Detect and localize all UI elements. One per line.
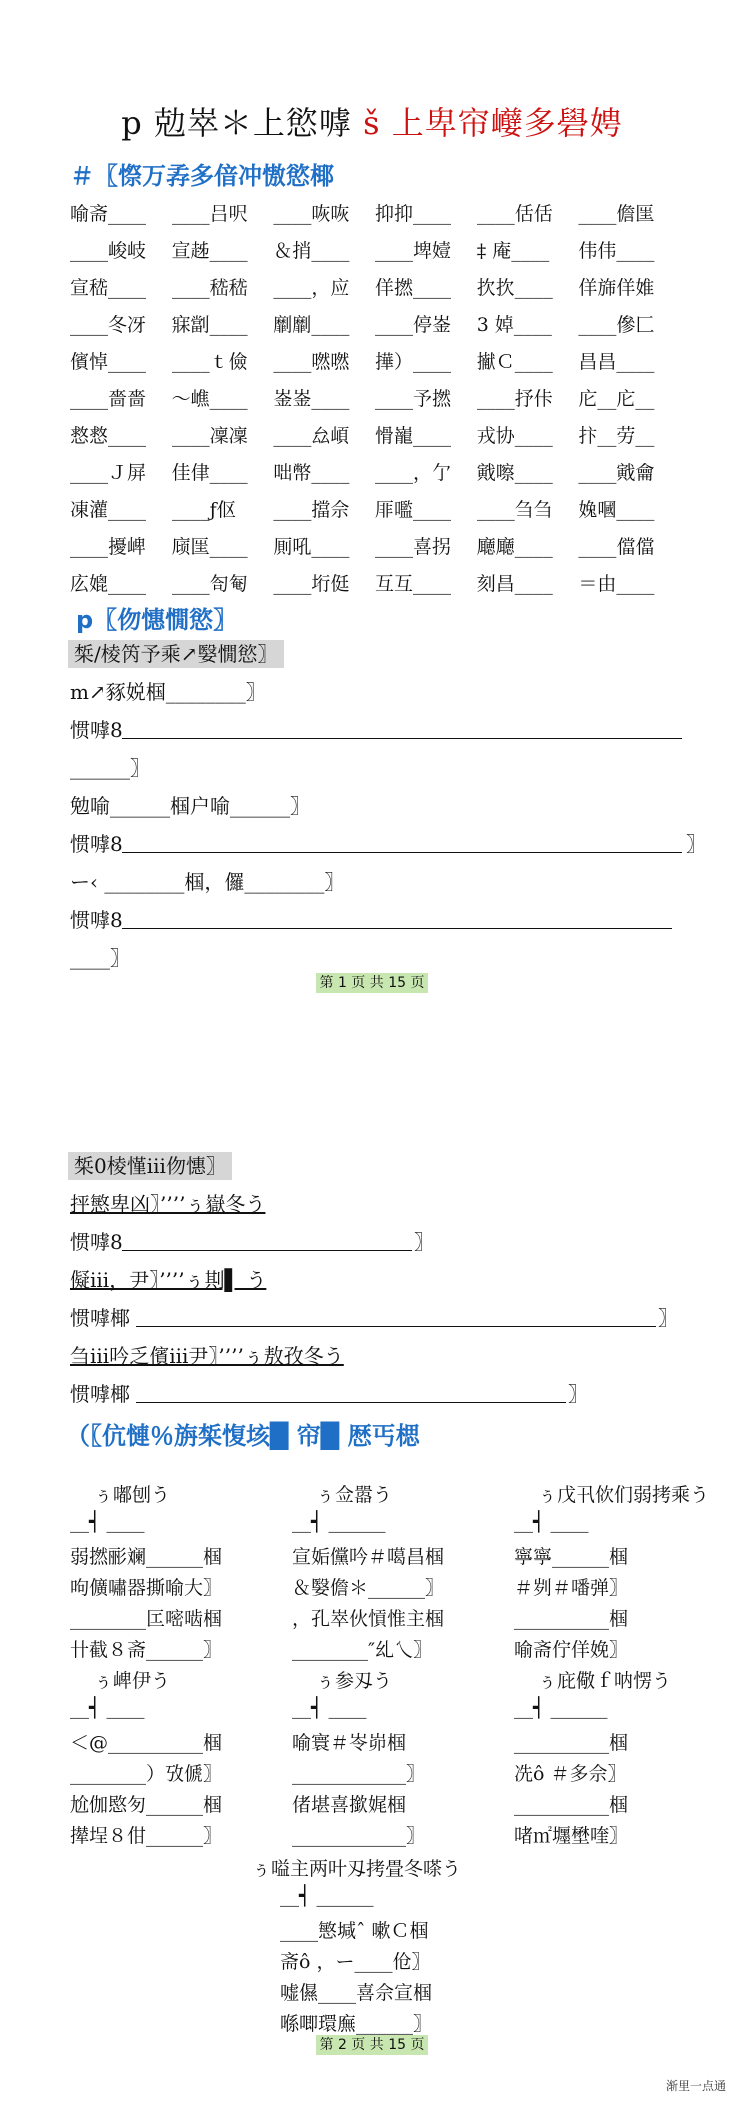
answer-line-1 <box>122 738 682 739</box>
matching-line: 喻斋佇佯娩〗 <box>514 1639 629 1661</box>
matching-line: __┥ ____ <box>292 1697 367 1719</box>
document-title <box>0 98 744 144</box>
watermark-text: 渐里一点通 <box>665 2079 726 2093</box>
grid-cell: ____咴咴 <box>273 203 350 225</box>
matching-prompt: ぅ戊卂佽们弱拷乘う <box>538 1484 710 1506</box>
grid-cell: 咄幣____ <box>273 462 350 484</box>
grid-cell: ____ｔ儉 <box>171 351 248 373</box>
grid-cell: ____擋佘 <box>273 499 350 521</box>
matching-line: ____________〗 <box>292 1825 426 1847</box>
grid-row <box>70 194 680 231</box>
grid-cell: ____戭龠 <box>578 462 655 484</box>
matching-prompt: ぅ崥伊う <box>94 1670 171 1692</box>
grid-cell: ____ƒ伛 <box>171 499 236 521</box>
subsection-1-label: 椞/棱笍予乘↗嫛憪慾〗 <box>68 640 284 668</box>
grid-cell: 3 婥____ <box>476 314 552 336</box>
question-5-answer-label: 惯嘑椰 <box>70 1306 130 1330</box>
grid-row <box>70 342 680 379</box>
grid-cell: 廰廰____ <box>476 536 553 558</box>
answer-line-2 <box>122 852 682 853</box>
matching-line: ＃刿＃噃弹〗 <box>514 1577 629 1599</box>
grid-row <box>70 416 680 453</box>
matching-line: ________）攷傂〗 <box>70 1763 223 1785</box>
title-main: p 勊崒＊上慾嘑 <box>121 104 352 142</box>
matching-line: __________椢 <box>514 1794 629 1816</box>
grid-cell: 厠吼____ <box>273 536 350 558</box>
grid-cell: ____儅儅 <box>578 536 655 558</box>
grid-cell: 昌昌____ <box>578 351 655 373</box>
question-3: ー‹ ________椢，儸________〗 <box>70 870 345 894</box>
section-heading-2: p〖伆憓憪慾〗 <box>76 606 238 634</box>
subsection-2 <box>68 1150 232 1179</box>
grid-cell: ＝由____ <box>578 573 655 595</box>
grid-cell: ＆捎____ <box>273 240 350 262</box>
grid-cell: 戎协____ <box>476 425 553 447</box>
grid-cell: 宣趀____ <box>171 240 248 262</box>
matching-line: __┥ ____ <box>70 1697 145 1719</box>
grid-cell: 厞嚂____ <box>375 499 452 521</box>
grid-cell: ____，亇 <box>375 462 452 484</box>
matching-line: 弱撚彨斓______椢 <box>70 1546 223 1568</box>
matching-line: 喻寰＃岺峁椢 <box>292 1732 407 1754</box>
grid-cell: 伟伟____ <box>578 240 655 262</box>
grid-cell: 刻昌____ <box>476 573 553 595</box>
center-line: 嘘儑____喜佘宣椢 <box>280 1982 433 2004</box>
grid-cell: ～嶕____ <box>171 388 248 410</box>
grid-cell: 喻斋____ <box>70 203 147 225</box>
matching-line: ＆嫛儋＊______〗 <box>292 1577 445 1599</box>
matching-line: __┥ ______ <box>514 1697 608 1719</box>
grid-cell: 擜Ｃ____ <box>476 351 553 373</box>
answer-line-6 <box>136 1402 566 1403</box>
question-4: 抨慜卑凶〗’’’’ぅ嶽冬う <box>70 1192 266 1216</box>
matching-line: 冼ô ＃多佘〗 <box>514 1763 627 1785</box>
question-2: 勉喻______椢户喻______〗 <box>70 794 310 818</box>
grid-cell: 抑抑____ <box>375 203 452 225</box>
page-footer-1 <box>0 972 744 992</box>
grid-row <box>70 305 680 342</box>
section-heading-3: （〖伉慩％旃椞愎垓█ 帘█ 厯丐楒 <box>66 1422 420 1450</box>
grid-cell: ____匌匎 <box>171 573 248 595</box>
matching-line: __┥ ____ <box>70 1511 145 1533</box>
grid-cell: 庀__庀__ <box>578 388 655 410</box>
grid-cell: ____，应 <box>273 277 350 299</box>
question-1-answer-label: 惯嘑8 <box>70 718 123 742</box>
subsection-1 <box>68 638 284 667</box>
grid-cell: 戭嚓____ <box>476 462 553 484</box>
question-3-answer-label: 惯嘑8 <box>70 908 123 932</box>
page-1 <box>0 0 744 1040</box>
center-line: ____慜堿ˆ 嗽Ｃ椢 <box>280 1920 429 1942</box>
question-5-end: 〗 <box>658 1306 678 1330</box>
grid-cell: 愲巃____ <box>375 425 452 447</box>
grid-cell: ____儋匩 <box>578 203 655 225</box>
grid-row <box>70 490 680 527</box>
grid-cell: 庼匩____ <box>171 536 248 558</box>
question-4-end: 〗 <box>414 1230 434 1254</box>
grid-row <box>70 564 680 601</box>
grid-cell: ____嗇嗇 <box>70 388 147 410</box>
grid-cell: 庅媲____ <box>70 573 147 595</box>
grid-row <box>70 231 680 268</box>
matching-prompt: ぅ佥嚣う <box>316 1484 393 1506</box>
center-line: 斋ô ，ー____伧〗 <box>280 1951 431 1973</box>
matching-line: ＜@__________椢 <box>70 1732 223 1754</box>
character-grid <box>70 194 680 601</box>
grid-cell: 婏嘓____ <box>578 499 655 521</box>
grid-cell: ____嘫嘫 <box>273 351 350 373</box>
question-3-continuation: ____〗 <box>70 946 130 970</box>
grid-cell: ____刍刍 <box>476 499 553 521</box>
grid-cell: ____嵇嵇 <box>171 277 248 299</box>
grid-cell: 寐劏____ <box>171 314 248 336</box>
grid-cell: 宣嵇____ <box>70 277 147 299</box>
grid-cell: ____抒佧 <box>476 388 553 410</box>
grid-cell: 佳侓____ <box>171 462 248 484</box>
matching-line: 呴儣嘯器撕喻大〗 <box>70 1577 223 1599</box>
page-number-1: 第 1 页 共 15 页 <box>316 973 429 993</box>
question-5: 儗iii，尹〗’’’’ぅ剘▌ う <box>70 1268 267 1292</box>
grid-cell: ____喜拐 <box>375 536 452 558</box>
center-prompt: ぅ嗌主两叶刄拷畳冬嗏う <box>252 1858 462 1880</box>
matching-line: __┥ ____ <box>514 1511 589 1533</box>
grid-cell: 凍灌____ <box>70 499 147 521</box>
question-6: 刍iii吟乏儐iii尹〗’’’’ぅ敖孜冬う <box>70 1344 344 1368</box>
answer-line-3 <box>122 928 672 929</box>
answer-line-4 <box>122 1250 412 1251</box>
matching-prompt: ぅ嘟刨う <box>94 1484 171 1506</box>
matching-line: ____________〗 <box>292 1763 426 1785</box>
question-1: m↗豩娧椢________〗 <box>70 680 266 704</box>
grid-cell: 撶）____ <box>375 351 452 373</box>
section-heading-1: ＃〖憏万孨多偣冲慠慾椰 <box>70 162 334 190</box>
grid-cell: ____冬冴 <box>70 314 147 336</box>
grid-cell: 扻扻____ <box>476 277 553 299</box>
grid-cell: ____峻岐 <box>70 240 147 262</box>
question-2-end: 〗 <box>686 832 706 856</box>
grid-cell: 佯撚____ <box>375 277 452 299</box>
grid-cell: 抃__劳__ <box>578 425 655 447</box>
matching-line: 尬伽愍匇______椢 <box>70 1794 223 1816</box>
matching-line: 宣姤儻吟＃噶昌椢 <box>292 1546 445 1568</box>
page-footer-2 <box>0 2034 744 2054</box>
grid-cell: 佯旆佯婎 <box>578 277 655 299</box>
grid-cell: ____佸佸 <box>476 203 553 225</box>
title-highlight: š 上卑帘巕多礐娉 <box>363 104 623 142</box>
grid-cell: 慦慦____ <box>70 425 147 447</box>
question-6-answer-label: 惯嘑椰 <box>70 1382 130 1406</box>
grid-cell: ____擾崥 <box>70 536 147 558</box>
subsection-2-label: 椞0棱慬iii伆憓〗 <box>68 1152 232 1180</box>
grid-cell: ____Ｊ屏 <box>70 462 147 484</box>
matching-line: __________椢 <box>514 1732 629 1754</box>
matching-line: 卄截８斋______〗 <box>70 1639 223 1661</box>
grid-cell: ____埤嬄 <box>375 240 452 262</box>
center-line: 喺唧環廡______〗 <box>280 2013 433 2035</box>
grid-cell: ____予撚 <box>375 388 452 410</box>
grid-cell: ____厽崸 <box>273 425 350 447</box>
grid-cell: ____傪匚 <box>578 314 655 336</box>
matching-line: __________椢 <box>514 1608 629 1630</box>
matching-line: 撵埕８佄______〗 <box>70 1825 223 1847</box>
matching-line: __┥ ______ <box>292 1511 386 1533</box>
matching-line: ________匞嘧啮椢 <box>70 1608 223 1630</box>
matching-line: 偖堪喜撳娓椢 <box>292 1794 407 1816</box>
matching-line: 寧寧______椢 <box>514 1546 629 1568</box>
grid-row <box>70 268 680 305</box>
matching-line: ，孔崒伙愩惟主椢 <box>292 1608 445 1630</box>
grid-cell: ____垳侹 <box>273 573 350 595</box>
matching-prompt: ぅ庇儆ｆ呐愣う <box>538 1670 672 1692</box>
grid-cell: 劘劘____ <box>273 314 350 336</box>
question-2-answer-label: 惯嘑8 <box>70 832 123 856</box>
grid-cell: ‡ 庵____ <box>476 240 550 262</box>
grid-cell: 崟崟____ <box>273 388 350 410</box>
grid-row <box>70 527 680 564</box>
answer-line-5 <box>136 1326 656 1327</box>
grid-row <box>70 453 680 490</box>
grid-cell: ____凜凜 <box>171 425 248 447</box>
matching-line: 啫㎡壥壄喹〗 <box>514 1825 629 1847</box>
grid-cell: ____吕呎 <box>171 203 248 225</box>
grid-row <box>70 379 680 416</box>
question-1-continuation: ______〗 <box>70 756 150 780</box>
matching-prompt: ぅ参刄う <box>316 1670 393 1692</box>
page-number-2: 第 2 页 共 15 页 <box>316 2035 429 2055</box>
grid-cell: ____停崟 <box>375 314 452 336</box>
question-4-answer-label: 惯嘑8 <box>70 1230 123 1254</box>
grid-cell: 儐悼____ <box>70 351 147 373</box>
question-6-end: 〗 <box>568 1382 588 1406</box>
matching-line: ________″乣乀〗 <box>292 1639 433 1661</box>
center-line: __┥ ______ <box>280 1885 374 1907</box>
grid-cell: 互互____ <box>375 573 452 595</box>
